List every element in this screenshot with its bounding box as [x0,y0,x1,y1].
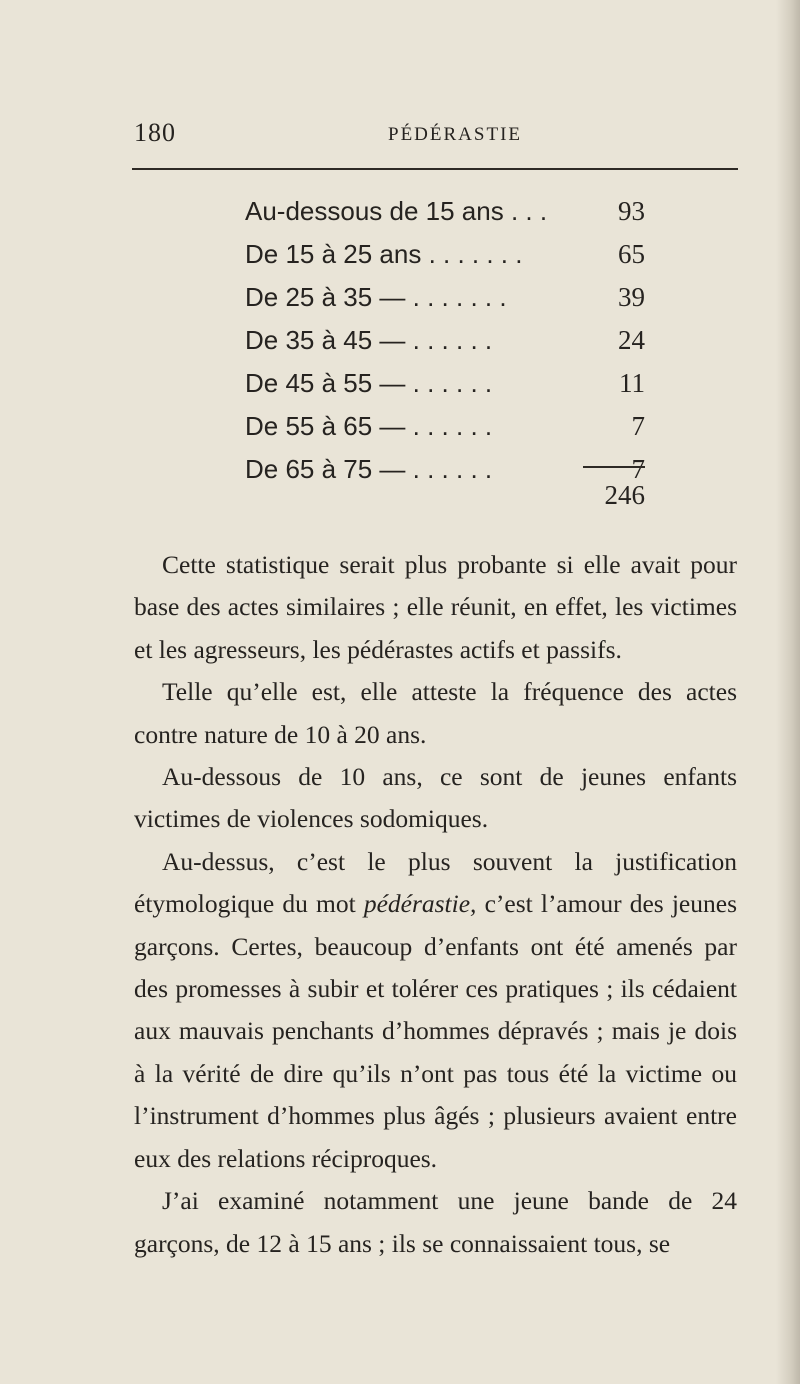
header-rule [132,168,738,170]
table-row [245,411,645,454]
page-edge-shadow [776,0,800,1384]
row-label: De 15 à 25 ans . . . . . . . [245,239,523,269]
row-value: 93 [618,196,645,226]
table-row [245,368,645,411]
table-row [245,325,645,368]
paragraph: Cette statistique serait plus probante si elle avait pour base des actes similaires ; elle réunit, en effet, les victimes et les agresseurs, les pédérastes actifs et passifs. [134,550,737,664]
row-label: Au-dessous de 15 ans . . . [245,196,548,226]
row-label: De 55 à 65 — . . . . . . [245,411,493,441]
paragraph [134,841,737,1180]
table-row [245,282,645,325]
row-value: 11 [619,368,645,398]
paragraph: Au-dessous de 10 ans, ce sont de jeunes enfants victimes de violences sodomiques. [134,762,737,834]
total-rule [583,466,645,468]
row-label: De 65 à 75 — . . . . . . [245,454,493,484]
row-label: De 25 à 35 — . . . . . . . [245,282,507,312]
row-label: De 35 à 45 — . . . . . . [245,325,493,355]
running-head [0,118,800,158]
paragraph-text: c’est l’amour des jeunes garçons. Certes, beaucoup d’enfants ont été amenés par des promesses à subir et tolérer ces pratiques ; ils cédaient aux mauvais penchants d’hommes dépravés ; mais je dois à la vérité de dire qu’ils n’ont pas tous été la victime ou l’instrument d’hommes plus âgés ; plusieurs avaient entre eux des relations réciproques. [134,889,737,1173]
row-value: 39 [618,282,645,312]
body-text [134,544,737,1265]
page-number: 180 [134,118,176,147]
row-value: 7 [631,454,645,484]
row-label: De 45 à 55 — . . . . . . [245,368,493,398]
emphasized-word: pédérastie, [363,889,477,919]
row-value: 24 [618,325,645,355]
table-total: 246 [604,480,645,510]
running-title: PÉDÉRASTIE [388,124,522,145]
table-row [245,239,645,282]
row-value: 7 [631,411,645,441]
age-statistics-table [245,196,645,497]
table-row [245,196,645,239]
paragraph: J’ai examiné notamment une jeune bande de 24 garçons, de 12 à 15 ans ; ils se connaissaient tous, se [134,1186,737,1258]
row-value: 65 [618,239,645,269]
paragraph: Telle qu’elle est, elle atteste la fréquence des actes contre nature de 10 à 20 ans. [134,677,737,749]
paragraph-text: Au-dessus, c’est le plus souvent la justification étymologique du mot [134,846,737,919]
